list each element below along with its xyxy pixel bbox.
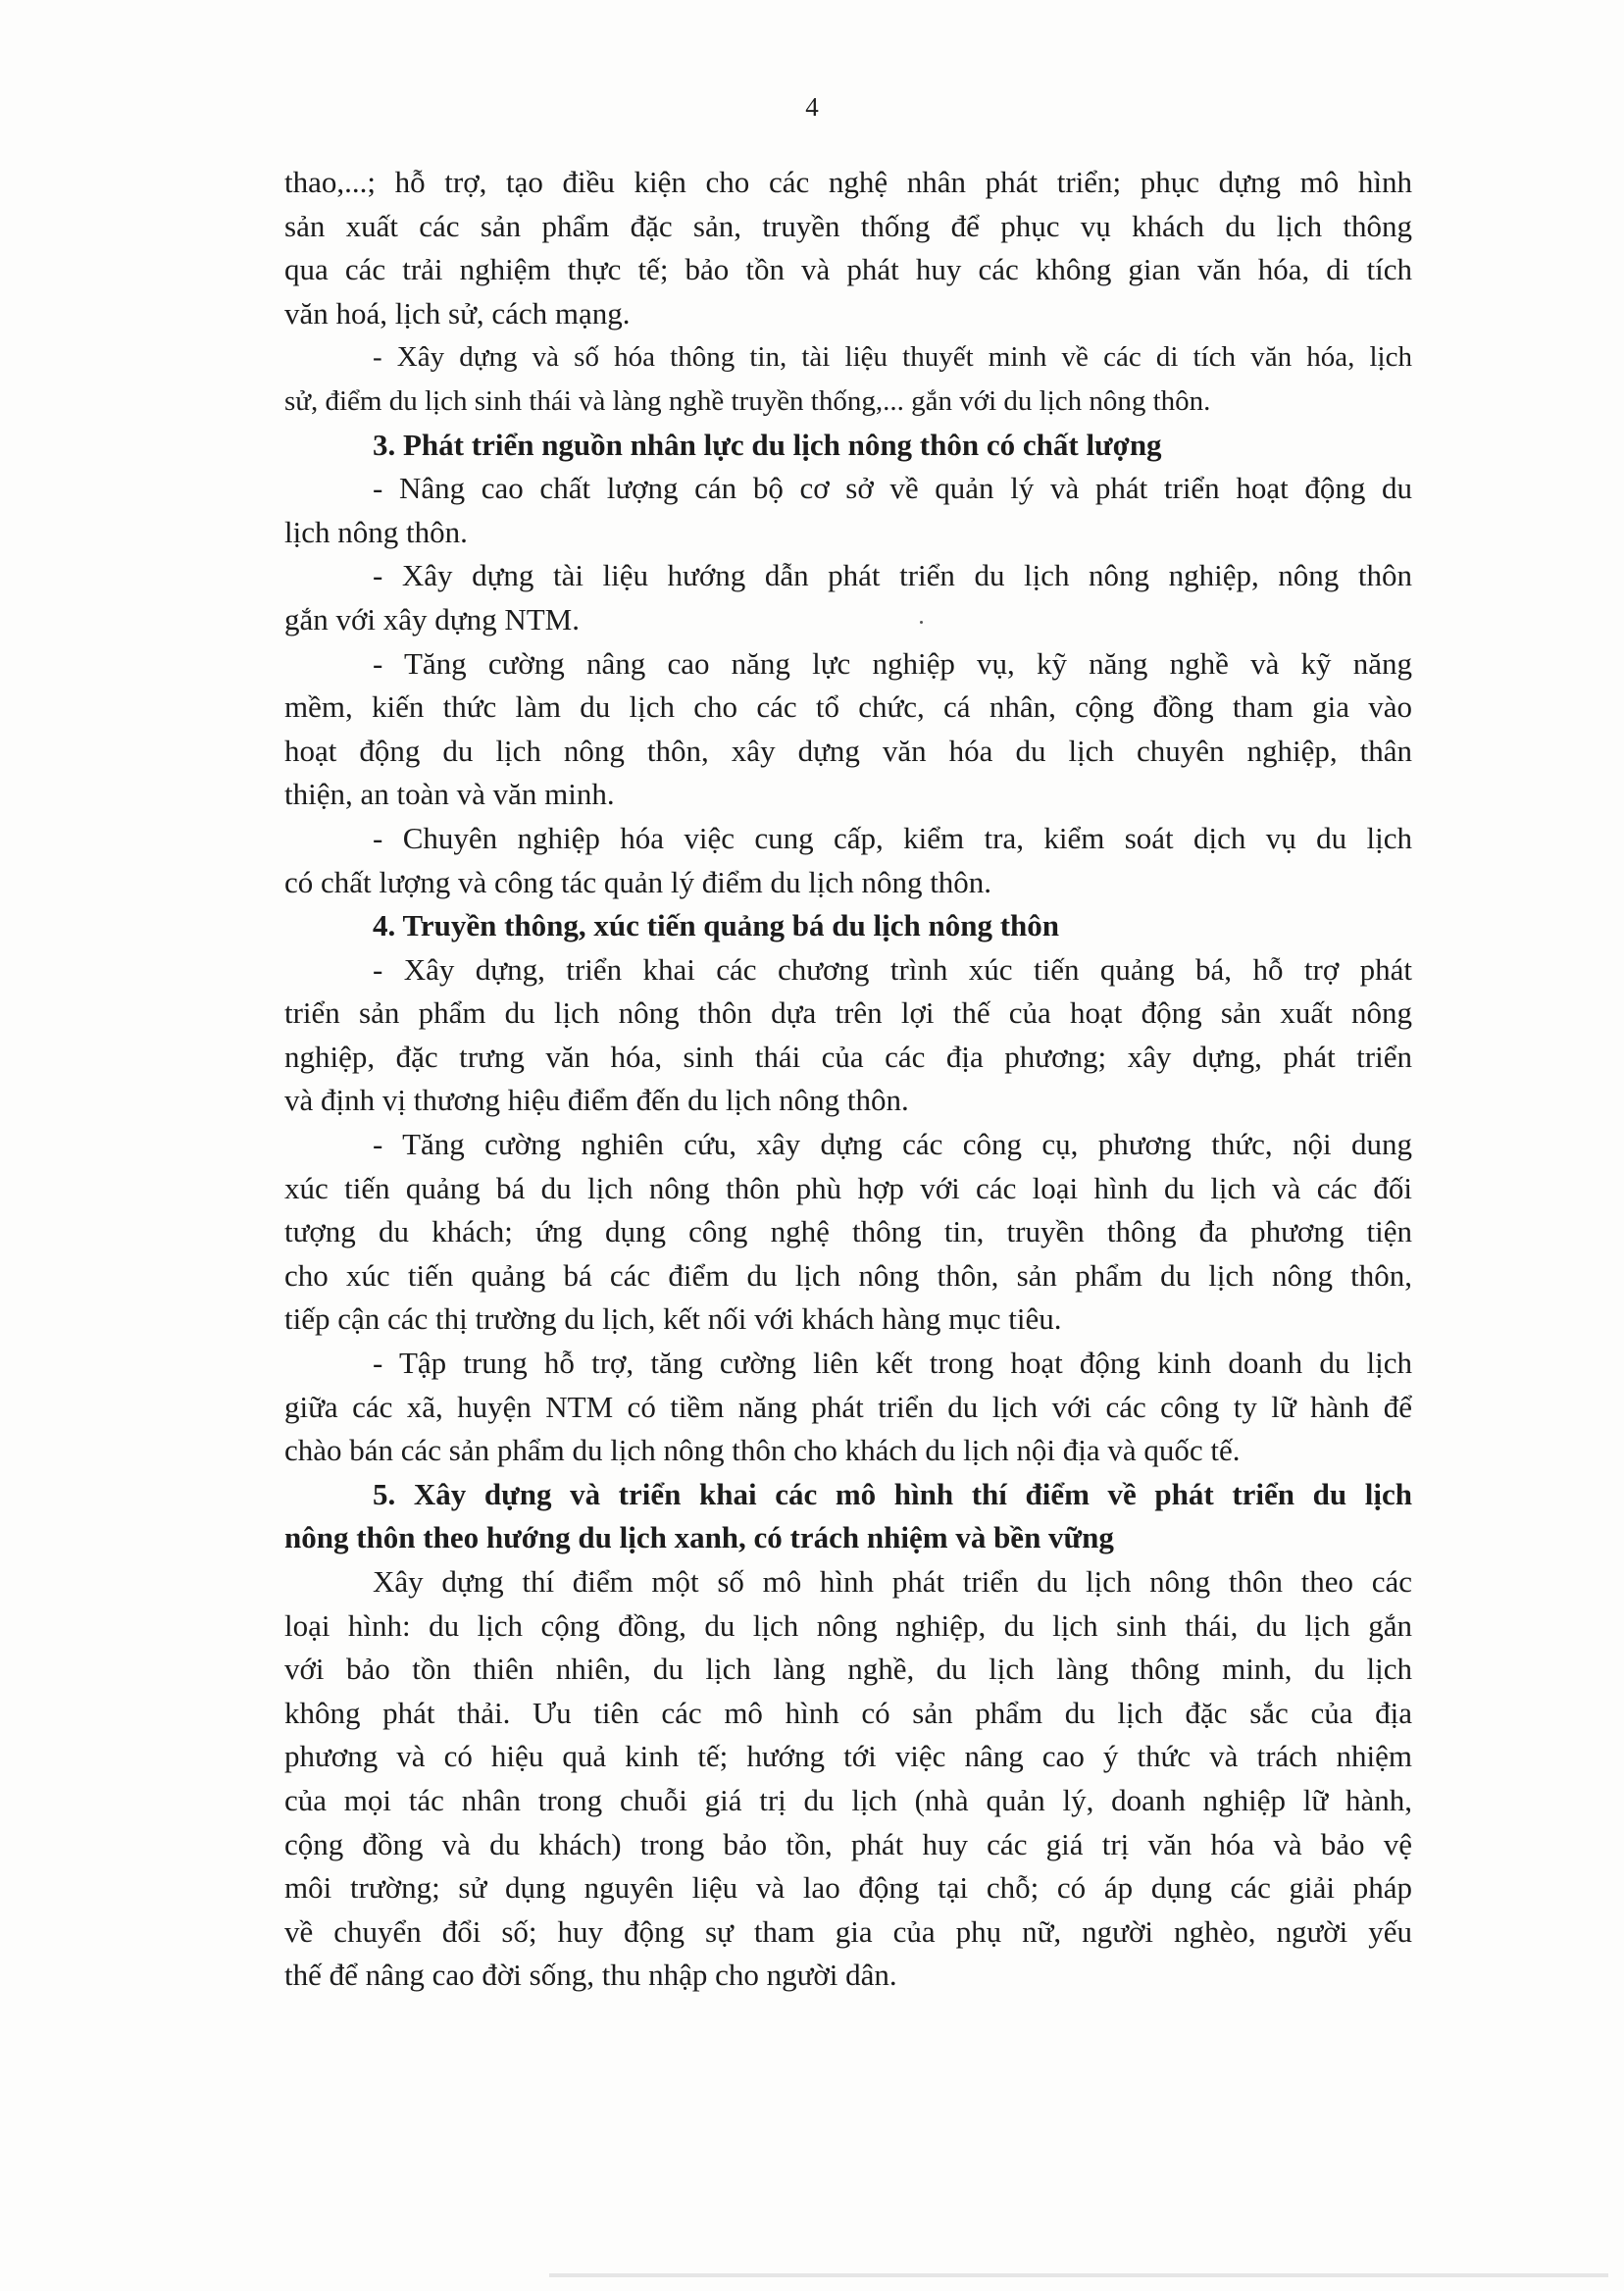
text-line: 4. Truyền thông, xúc tiến quảng bá du lịch nông thôn — [373, 908, 1060, 943]
text-line: có chất lượng và công tác quản lý điểm du lịch nông thôn. — [284, 864, 992, 899]
text-line: với bảo tồn thiên nhiên, du lịch làng nghề, du lịch làng thông minh, du lịch — [284, 1652, 1412, 1687]
text-line: cho xúc tiến quảng bá các điểm du lịch nông thôn, sản phẩm du lịch nông thôn, — [284, 1257, 1412, 1293]
text-line: - Tăng cường nâng cao năng lực nghiệp vụ, kỹ năng nghề và kỹ năng — [373, 645, 1412, 681]
text-line: - Tập trung hỗ trợ, tăng cường liên kết trong hoạt động kinh doanh du lịch — [373, 1346, 1412, 1381]
text-line: 3. Phát triển nguồn nhân lực du lịch nông thôn có chất lượng — [373, 427, 1162, 462]
text-line: - Xây dựng và số hóa thông tin, tài liệu thuyết minh về các di tích văn hóa, lịch — [373, 341, 1412, 374]
paragraph-p7 — [284, 948, 1412, 1123]
text-line: - Xây dựng, triển khai các chương trình xúc tiến quảng bá, hỗ trợ phát — [373, 951, 1412, 987]
text-line: loại hình: du lịch cộng đồng, du lịch nông nghiệp, du lịch sinh thái, du lịch gắn — [284, 1607, 1412, 1643]
text-line: của mọi tác nhân trong chuỗi giá trị du lịch (nhà quản lý, doanh nghiệp lữ hành, — [284, 1782, 1412, 1817]
section-heading-h3 — [284, 424, 1412, 468]
text-line: - Nâng cao chất lượng cán bộ cơ sở về quản lý và phát triển hoạt động du — [373, 471, 1412, 506]
text-line: hoạt động du lịch nông thôn, xây dựng văn hóa du lịch chuyên nghiệp, thân — [284, 733, 1412, 768]
text-line: tiếp cận các thị trường du lịch, kết nối với khách hàng mục tiêu. — [284, 1301, 1062, 1337]
paragraph-p9 — [284, 1342, 1412, 1473]
scan-edge-line — [549, 2273, 1608, 2277]
paragraph-p10 — [284, 1560, 1412, 1998]
document-body — [284, 161, 1412, 1998]
text-line: sản xuất các sản phẩm đặc sản, truyền thống để phục vụ khách du lịch thông — [284, 208, 1412, 243]
section-heading-h5 — [284, 1473, 1412, 1560]
text-line: cộng đồng và du khách) trong bảo tồn, phát huy các giá trị văn hóa và bảo vệ — [284, 1826, 1412, 1861]
text-line: không phát thải. Ưu tiên các mô hình có sản phẩm du lịch đặc sắc của địa — [284, 1695, 1412, 1730]
text-line: và định vị thương hiệu điểm đến du lịch nông thôn. — [284, 1083, 909, 1118]
page-number: 4 — [805, 92, 819, 122]
text-line: phương và có hiệu quả kinh tế; hướng tới việc nâng cao ý thức và trách nhiệm — [284, 1739, 1412, 1774]
paragraph-p1 — [284, 161, 1412, 335]
paragraph-p3 — [284, 467, 1412, 554]
text-line: chào bán các sản phẩm du lịch nông thôn cho khách du lịch nội địa và quốc tế. — [284, 1433, 1241, 1468]
text-line: văn hoá, lịch sử, cách mạng. — [284, 295, 631, 331]
text-line: nông thôn theo hướng du lịch xanh, có trách nhiệm và bền vững — [284, 1520, 1114, 1555]
section-heading-h4 — [284, 904, 1412, 948]
text-line: mềm, kiến thức làm du lịch cho các tổ chức, cá nhân, cộng đồng tham gia vào — [284, 689, 1412, 725]
text-line: môi trường; sử dụng nguyên liệu và lao động tại chỗ; có áp dụng các giải pháp — [284, 1870, 1412, 1906]
text-line: lịch nông thôn. — [284, 514, 468, 549]
paragraph-p4 — [284, 554, 1412, 641]
text-line: sử, điểm du lịch sinh thái và làng nghề truyền thống,... gắn với du lịch nông thôn. — [284, 384, 1211, 417]
text-line: tượng du khách; ứng dụng công nghệ thông tin, truyền thông đa phương tiện — [284, 1214, 1412, 1249]
text-line: thao,...; hỗ trợ, tạo điều kiện cho các nghệ nhân phát triển; phục dựng mô hình — [284, 165, 1412, 199]
text-line: - Xây dựng tài liệu hướng dẫn phát triển du lịch nông nghiệp, nông thôn — [373, 558, 1412, 593]
text-line: thế để nâng cao đời sống, thu nhập cho người dân. — [284, 1958, 897, 1993]
paragraph-p8 — [284, 1123, 1412, 1342]
text-line: xúc tiến quảng bá du lịch nông thôn phù hợp với các loại hình du lịch và các đối — [284, 1170, 1412, 1205]
text-line: Xây dựng thí điểm một số mô hình phát triển du lịch nông thôn theo các — [373, 1564, 1412, 1599]
paragraph-p6 — [284, 817, 1412, 904]
text-line: gắn với xây dựng NTM. — [284, 601, 580, 636]
paragraph-p5 — [284, 642, 1412, 817]
paragraph-p2 — [284, 335, 1412, 423]
text-line: nghiệp, đặc trưng văn hóa, sinh thái của các địa phương; xây dựng, phát triển — [284, 1039, 1412, 1074]
text-line: - Chuyên nghiệp hóa việc cung cấp, kiểm tra, kiểm soát dịch vụ du lịch — [373, 820, 1412, 855]
text-line: 5. Xây dựng và triển khai các mô hình thí điểm về phát triển du lịch — [373, 1476, 1412, 1511]
text-line: - Tăng cường nghiên cứu, xây dựng các công cụ, phương thức, nội dung — [373, 1127, 1412, 1162]
text-line: triển sản phẩm du lịch nông thôn dựa trên lợi thế của hoạt động sản xuất nông — [284, 995, 1412, 1031]
text-line: thiện, an toàn và văn minh. — [284, 777, 615, 812]
scan-speck — [920, 621, 923, 624]
text-line: về chuyển đổi số; huy động sự tham gia của phụ nữ, người nghèo, người yếu — [284, 1913, 1412, 1949]
text-line: qua các trải nghiệm thực tế; bảo tồn và phát huy các không gian văn hóa, di tích — [284, 252, 1412, 287]
text-line: giữa các xã, huyện NTM có tiềm năng phát triển du lịch với các công ty lữ hành để — [284, 1389, 1412, 1424]
